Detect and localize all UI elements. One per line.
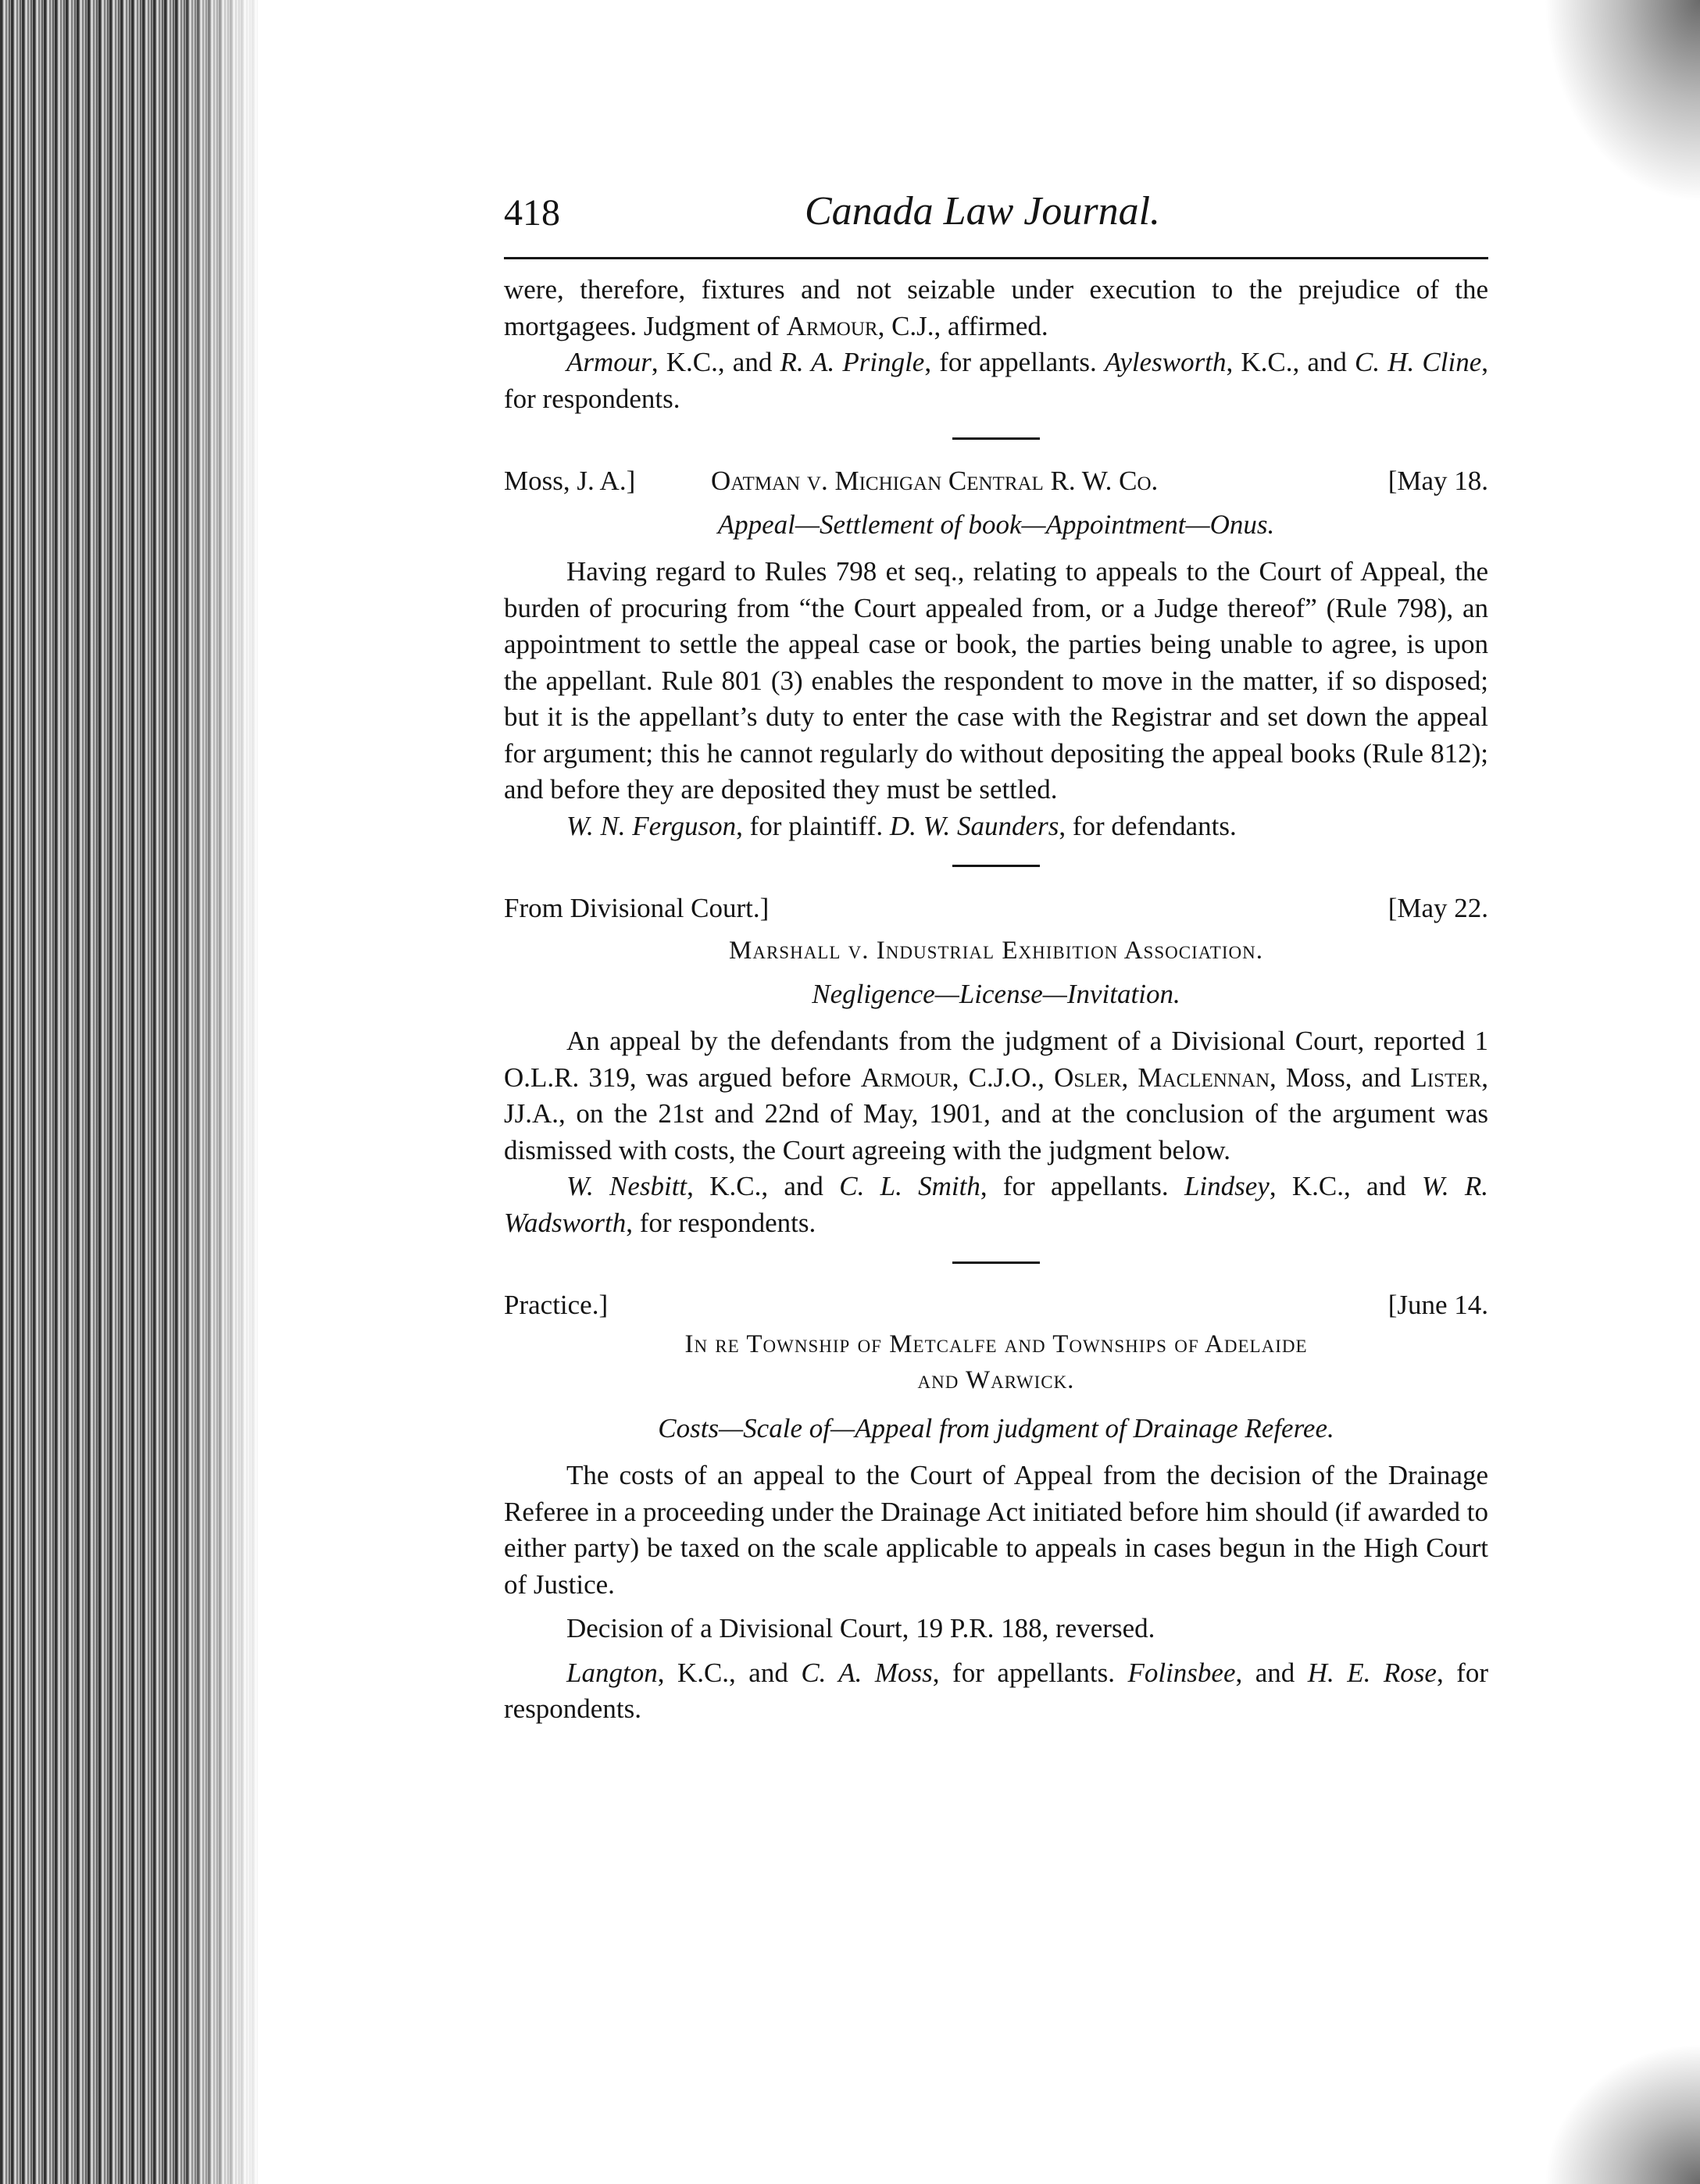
page-corner-shadow-top — [1544, 0, 1700, 203]
journal-title: Canada Law Journal. — [805, 189, 1161, 234]
case-court: Practice.] — [504, 1290, 609, 1320]
case-court: From Divisional Court.] — [504, 893, 770, 923]
section-divider — [952, 865, 1040, 867]
page-number: 418 — [504, 192, 560, 234]
case-decision: Decision of a Divisional Court, 19 P.R. 188, reversed. — [566, 1613, 1155, 1643]
section-divider — [952, 437, 1040, 440]
case-body: Having regard to Rules 798 et seq., relating to appeals to the Court of Appeal, the burden of procuring from “the Court appealed from, or a Judge thereof” (Rule 798), an appointment to settle the appeal case or book, the parties being unable to agree, is upon the appellant. Rule 801 (3) enables the respondent to move in the matter, if so disposed; but it is the appellant’s duty to enter the case with the Registrar and set down the appeal for argument; this he cannot regularly do without depositing the appeal books (Rule 812); and before they are deposited they must be settled. — [504, 556, 1488, 805]
prev-case-counsel: Armour, K.C., and R. A. Pringle, for appellants. Aylesworth, K.C., and C. H. Cline, for respondents. — [504, 347, 1489, 414]
case-date: [June 14. — [1388, 1290, 1488, 1320]
case-counsel: W. Nesbitt, K.C., and C. L. Smith, for appellants. Lindsey, K.C., and W. R. Wadsworth, for respondents. — [504, 1171, 1488, 1238]
spine-shadow — [180, 0, 273, 2184]
case-subject: Appeal—Settlement of book—Appointment—Onus. — [717, 509, 1275, 540]
header-rule — [504, 257, 1488, 259]
journal-page — [504, 191, 1488, 1728]
case-title-line-2: and Warwick. — [917, 1366, 1075, 1394]
case-counsel: W. N. Ferguson, for plaintiff. D. W. Saunders, for defendants. — [566, 810, 1237, 841]
case-heading — [504, 1287, 1488, 1323]
case-subject: Negligence—License—Invitation. — [812, 979, 1180, 1009]
case-court: Moss, J. A.] — [504, 466, 636, 496]
case-body: An appeal by the defendants from the judgment of a Divisional Court, reported 1 O.L.R. 319, was argued before Armour, C.J.O., Osler, Maclennan, Moss, and Lister, JJ.A., on the 21st and 22nd of May, 1901, and at the conclusion of the argument was dismissed with costs, the Court agreeing with the judgment below. — [504, 1026, 1488, 1165]
case-date: [May 18. — [1388, 466, 1488, 496]
running-head — [504, 191, 1488, 246]
case-subject: Costs—Scale of—Appeal from judgment of Drainage Referee. — [658, 1413, 1334, 1444]
case-body: The costs of an appeal to the Court of Appeal from the decision of the Drainage Referee in a proceeding under the Drainage Act initiated before him should (if awarded to either party) be taxed on the scale applicable to appeals in cases begun in the High Court of Justice. — [504, 1460, 1488, 1600]
case-title: Oatman v. Michigan Central R. W. Co. — [711, 466, 1159, 496]
case-date: [May 22. — [1388, 893, 1488, 923]
page-corner-shadow-bottom — [1544, 2043, 1700, 2184]
case-counsel: Langton, K.C., and C. A. Moss, for appellants. Folinsbee, and H. E. Rose, for respondents. — [504, 1657, 1488, 1724]
case-title-line-1: In re Township of Metcalfe and Townships of Adelaide — [684, 1330, 1308, 1358]
prev-case-text: were, therefore, fixtures and not seizable under execution to the prejudice of the mortgagees. Judgment of Armour, C.J., affirmed. — [504, 274, 1488, 341]
case-title: Marshall v. Industrial Exhibition Association. — [729, 937, 1263, 965]
section-divider — [952, 1262, 1040, 1264]
case-heading — [504, 463, 1488, 499]
case-heading — [504, 890, 1488, 926]
